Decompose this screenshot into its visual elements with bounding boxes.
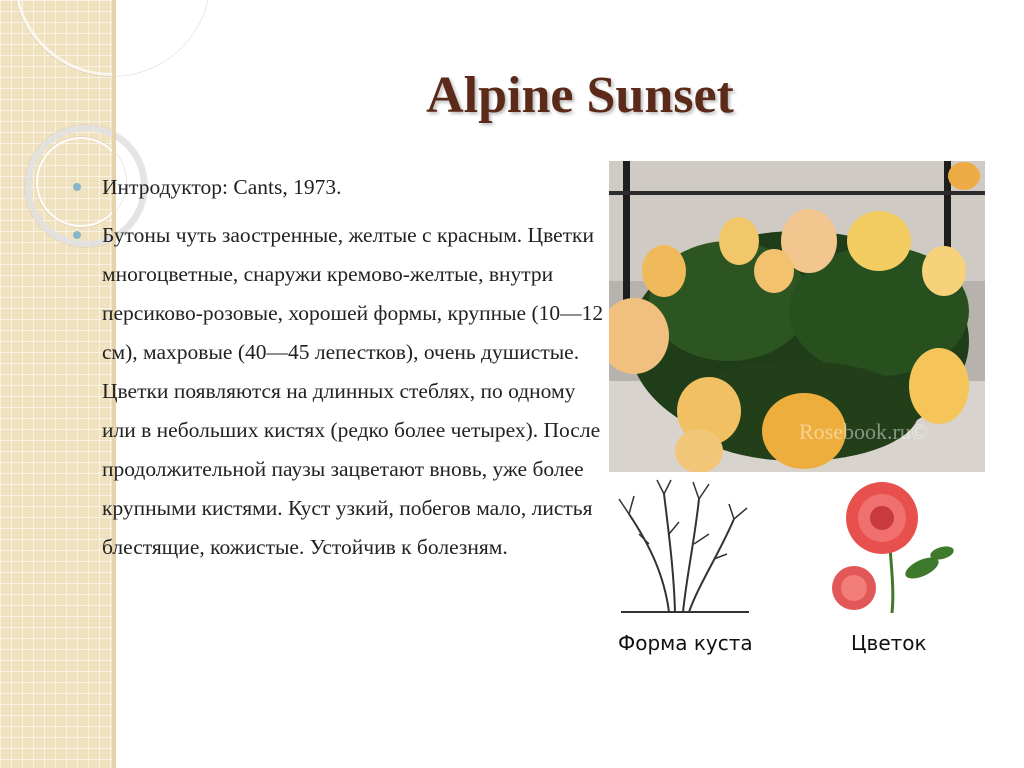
bullet-text: Интродуктор: Cants, 1973. <box>102 175 342 199</box>
bullet-icon <box>73 183 81 191</box>
bush-shape-caption: Форма куста <box>618 631 753 655</box>
bullet-item-introducer <box>72 168 612 207</box>
flower-icon <box>812 478 962 618</box>
bush-shape-icon <box>609 474 761 617</box>
photo-watermark: Rosebook.ru© <box>799 419 928 444</box>
bullet-list <box>72 168 612 567</box>
bullet-item-description <box>72 216 612 567</box>
rose-bush-photo-image <box>609 161 985 472</box>
bullet-text: Бутоны чуть заостренные, желтые с красным. Цветки многоцветные, снаружи кремово-желтые, внутри персиково-розовые, хорошей формы, крупные (10—12 см), махровые (40—45 лепестков), очень душистые. Цветки появляются на длинных стеблях, по одному или в небольших кистях (редко более четырех). После продолжительной паузы зацветают вновь, уже более крупными кистями. Куст узкий, побегов мало, листья блестящие, кожистые. Устойчив к болезням. <box>102 223 604 559</box>
slide-title: Alpine Sunset <box>426 67 734 124</box>
rose-photo <box>609 161 985 472</box>
bullet-icon <box>73 231 81 239</box>
flower-caption: Цветок <box>851 631 927 655</box>
